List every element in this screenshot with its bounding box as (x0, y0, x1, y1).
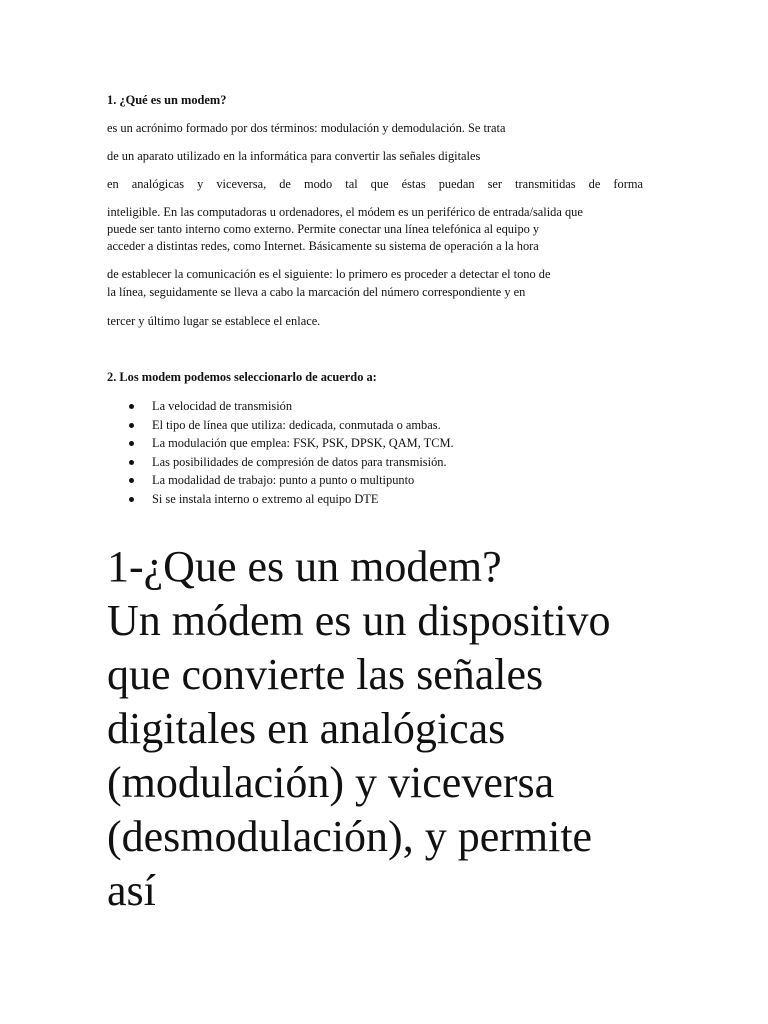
section-1-line-3: en analógicas y viceversa, de modo tal que éstas puedan ser transmitidas de forma (107, 177, 643, 191)
large-text-line-1: Un módem es un dispositivo (107, 596, 611, 645)
list-item (107, 416, 667, 435)
bullet-icon (129, 441, 134, 446)
section-1-line-5: puede ser tanto interno como externo. Permite conectar una línea telefónica al equipo y (107, 222, 540, 236)
list-item (107, 397, 667, 416)
list-item-text: El tipo de línea que utiliza: dedicada, conmutada o ambas. (152, 417, 441, 432)
list-item (107, 490, 667, 509)
criteria-list (107, 397, 667, 508)
section-1-line-4: inteligible. En las computadoras u ordenadores, el módem es un periférico de entrada/salida que (107, 205, 583, 219)
list-item (107, 453, 667, 472)
section-1-line-6: acceder a distintas redes, como Internet. Básicamente su sistema de operación a la hora (107, 239, 539, 253)
bullet-icon (129, 497, 134, 502)
list-item-text: La velocidad de transmisión (152, 399, 293, 413)
bullet-icon (129, 423, 134, 428)
list-item-text: Si se instala interno o extremo al equipo DTE (152, 491, 379, 506)
list-item (107, 471, 667, 490)
large-text-line-2: que convierte las señales (107, 650, 544, 699)
section-1-line-1: es un acrónimo formado por dos términos: modulación y demodulación. Se trata (107, 121, 506, 135)
section-1-line-8: la línea, seguidamente se lleva a cabo la marcación del número correspondiente y en (107, 285, 526, 299)
bullet-icon (129, 404, 134, 409)
list-item (107, 434, 667, 453)
large-text-line-6: así (107, 866, 156, 915)
list-item-text: La modalidad de trabajo: punto a punto o multipunto (152, 473, 415, 487)
section-1-heading: 1. ¿Qué es un modem? (107, 93, 227, 107)
section-1-line-7: de establecer la comunicación es el siguiente: lo primero es proceder a detectar el tono de (107, 267, 551, 281)
large-text-line-5: (desmodulación), y permite (107, 812, 593, 861)
section-1-line-9: tercer y último lugar se establece el enlace. (107, 314, 321, 328)
large-text-line-3: digitales en analógicas (107, 704, 506, 753)
bullet-icon (129, 478, 134, 483)
list-item-text: Las posibilidades de compresión de datos para transmisión. (152, 454, 447, 469)
large-text-line-4: (modulación) y viceversa (107, 758, 555, 807)
section-2-heading: 2. Los modem podemos seleccionarlo de acuerdo a: (107, 370, 377, 384)
large-heading: 1-¿Que es un modem? (107, 542, 502, 591)
list-item-text: La modulación que emplea: FSK, PSK, DPSK, QAM, TCM. (152, 436, 454, 450)
section-1-line-2: de un aparato utilizado en la informática para convertir las señales digitales (107, 149, 481, 163)
bullet-icon (129, 460, 134, 465)
